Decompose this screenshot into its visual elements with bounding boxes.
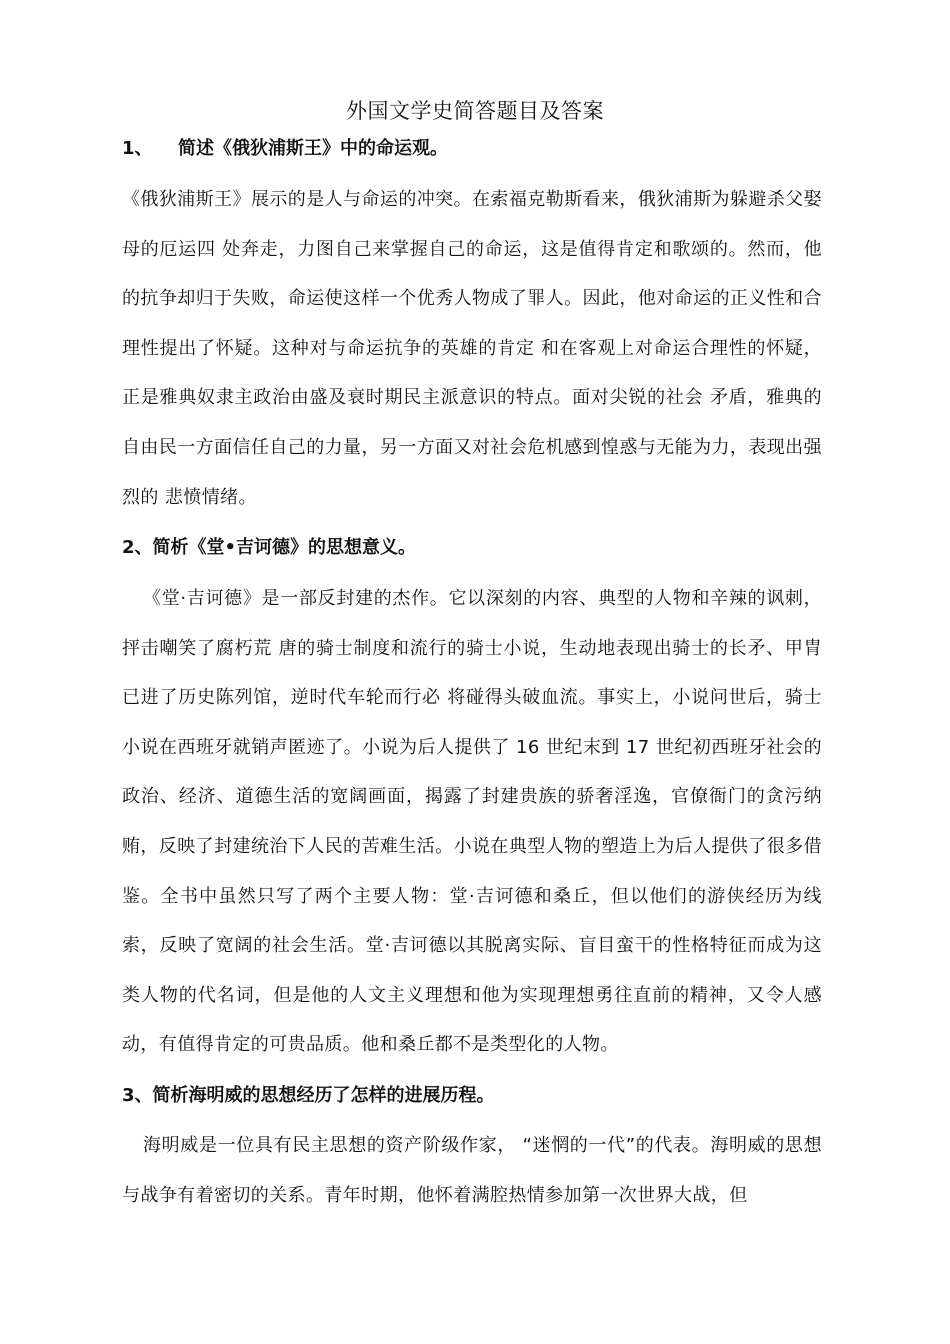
question-1-number: 1、 <box>122 138 153 159</box>
question-3-heading <box>122 1081 822 1111</box>
question-2-answer: 《堂·吉诃德》是一部反封建的杰作。它以深刻的内容、典型的人物和辛辣的讽刺，抨击嘲笑了腐朽荒 唐的骑士制度和流行的骑士小说，生动地表现出骑士的长矛、甲胄已进了历史陈列馆，逆时代车轮而行必 将碰得头破血流。事实上，小说问世后，骑士小说在西班牙就销声匿迹了。小说为后人提供了 16 世纪末到 17 世纪初西班牙社会的政治、经济、道德生活的宽阔画面，揭露了封建贵族的骄奢淫逸，官僚衙门的贪污纳贿，反映了封建统治下人民的苦难生活。小说在典型人物的塑造上为后人提供了很多借鉴。全书中虽然只写了两个主要人物：堂·吉诃德和桑丘，但以他们的游侠经历为线索，反映了宽阔的社会生活。堂·吉诃德以其脱离实际、盲目蛮干的性格特征而成为这类人物的代名词，但是他的人文主义理想和他为实现理想勇往直前的精神，又令人感动，有值得肯定的可贵品质。他和桑丘都不是类型化的人物。 <box>122 588 822 1056</box>
question-3-number: 3、 <box>122 1085 153 1106</box>
question-1-answer: 《俄狄浦斯王》展示的是人与命运的冲突。在索福克勒斯看来，俄狄浦斯为躲避杀父娶母的厄运四 处奔走，力图自己来掌握自己的命运，这是值得肯定和歌颂的。然而，他的抗争却归于失败，命运使这样一个优秀人物成了罪人。因此，他对命运的正义性和合理性提出了怀疑。这种对与命运抗争的英雄的肯定 和在客观上对命运合理性的怀疑，正是雅典奴隶主政治由盛及衰时期民主派意识的特点。面对尖锐的社会 矛盾，雅典的自由民一方面信任自己的力量，另一方面又对社会危机感到惶惑与无能为力，表现出强烈的 悲愤情绪。 <box>122 189 822 508</box>
question-2-number: 2、 <box>122 537 153 558</box>
question-1-text: 简述《俄狄浦斯王》中的命运观。 <box>178 138 448 159</box>
question-1-heading <box>122 134 822 164</box>
question-2-heading <box>122 533 822 563</box>
document-title: 外国文学史简答题目及答案 <box>346 99 604 123</box>
question-2-text: 简析《堂•吉诃德》的思想意义。 <box>152 537 417 558</box>
question-3-answer: 海明威是一位具有民主思想的资产阶级作家， “迷惘的一代”的代表。海明威的思想与战争有着密切的关系。青年时期，他怀着满腔热情参加第一次世界大战，但 <box>122 1135 822 1206</box>
question-3-text: 简析海明威的思想经历了怎样的进展历程。 <box>152 1085 495 1106</box>
